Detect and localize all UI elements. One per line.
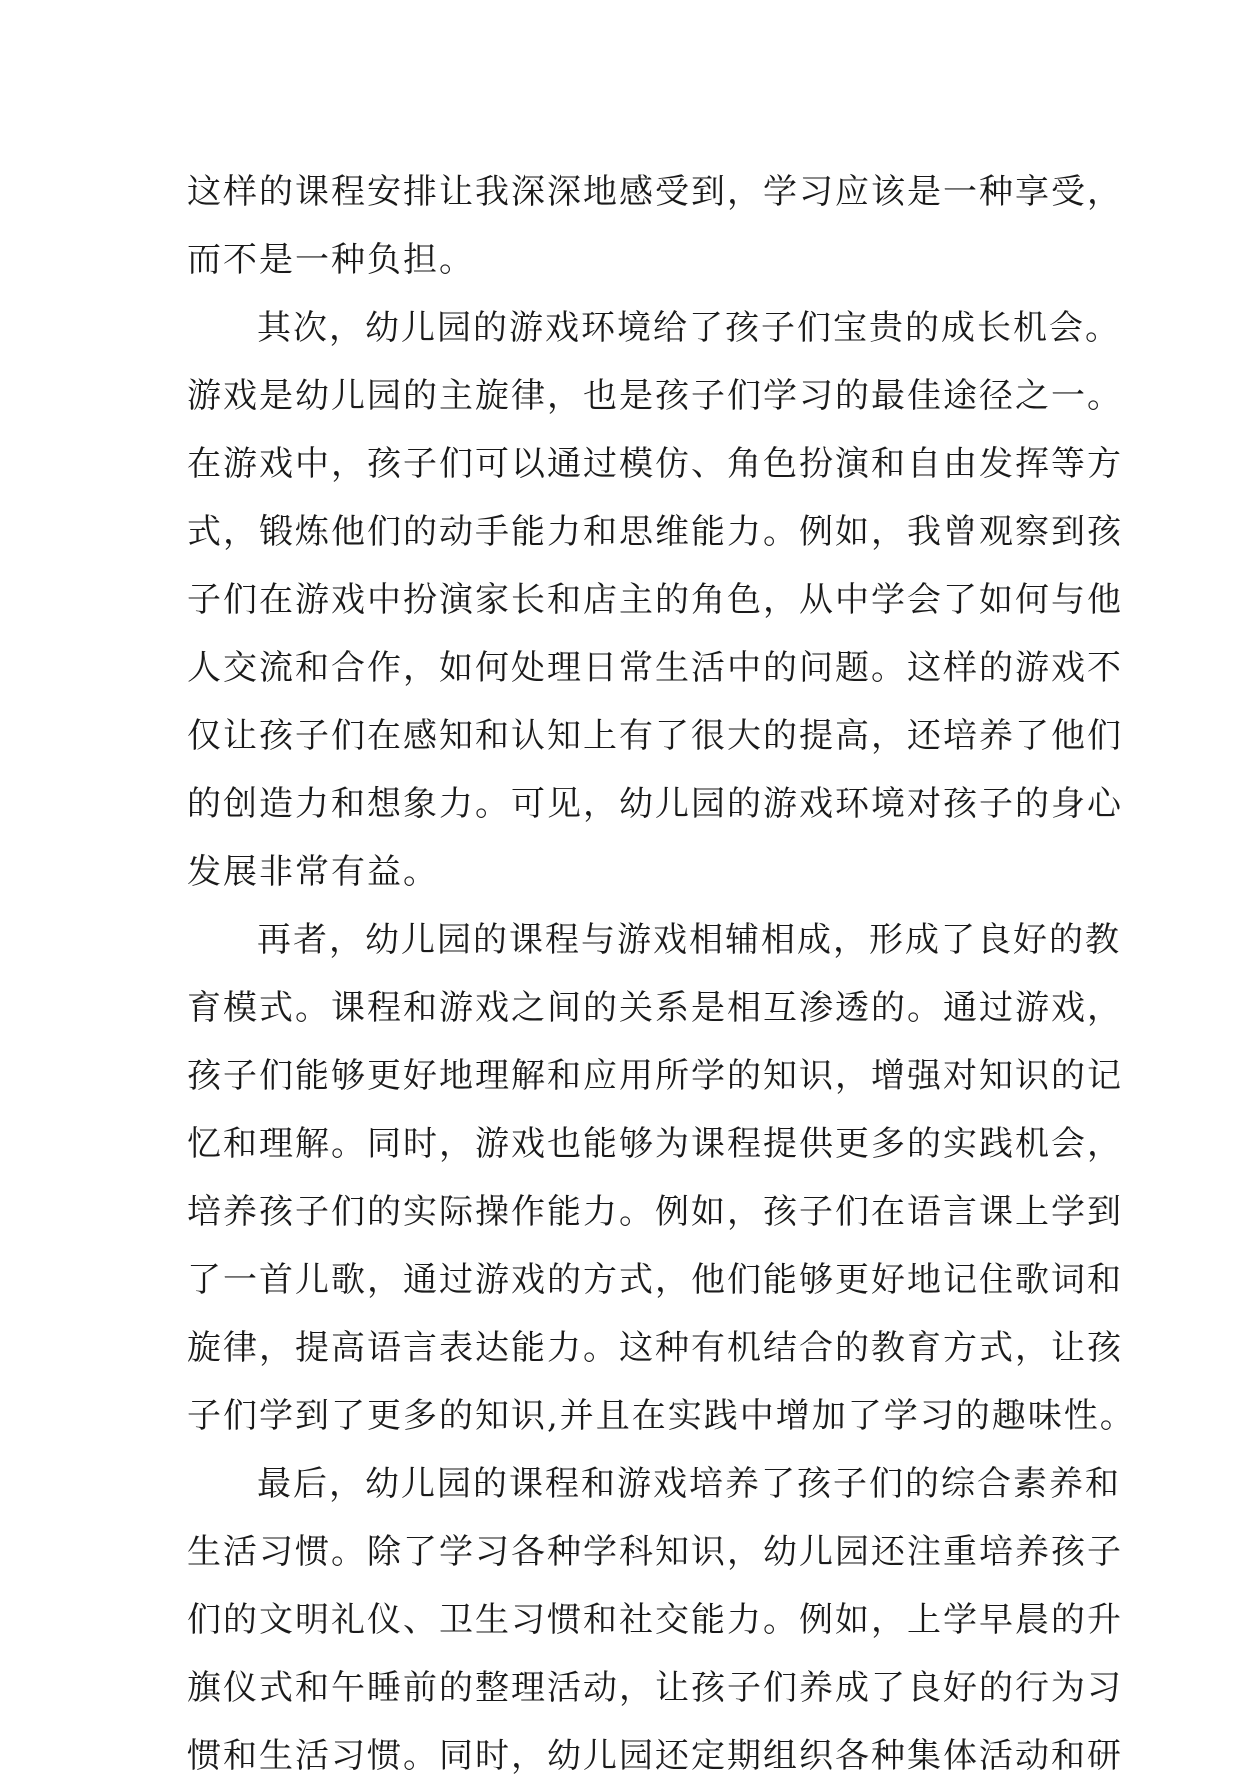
- text-line: 子们学到了更多的知识,并且在实践中增加了学习的趣味性。: [187, 1396, 1136, 1436]
- text-line: 生活习惯。除了学习各种学科知识，幼儿园还注重培养孩子: [187, 1532, 1123, 1572]
- text-line: 育模式。课程和游戏之间的关系是相互渗透的。通过游戏，: [187, 988, 1123, 1028]
- text-line: 忆和理解。同时，游戏也能够为课程提供更多的实践机会，: [187, 1124, 1123, 1164]
- text-line: 仅让孩子们在感知和认知上有了很大的提高，还培养了他们: [187, 716, 1123, 756]
- paragraph-first-line: 再者，幼儿园的课程与游戏相辅相成，形成了良好的教: [257, 920, 1121, 960]
- text-line: 旋律，提高语言表达能力。这种有机结合的教育方式，让孩: [187, 1328, 1123, 1368]
- text-line: 孩子们能够更好地理解和应用所学的知识，增强对知识的记: [187, 1056, 1123, 1096]
- text-line: 们的文明礼仪、卫生习惯和社交能力。例如，上学早晨的升: [187, 1600, 1123, 1640]
- text-line: 旗仪式和午睡前的整理活动，让孩子们养成了良好的行为习: [187, 1668, 1123, 1708]
- body-text: [187, 158, 1136, 1790]
- text-line: 了一首儿歌，通过游戏的方式，他们能够更好地记住歌词和: [187, 1260, 1123, 1300]
- text-line: 在游戏中，孩子们可以通过模仿、角色扮演和自由发挥等方: [187, 444, 1123, 484]
- text-line: 的创造力和想象力。可见，幼儿园的游戏环境对孩子的身心: [187, 784, 1123, 824]
- text-line: 游戏是幼儿园的主旋律，也是孩子们学习的最佳途径之一。: [187, 376, 1123, 416]
- text-line: 子们在游戏中扮演家长和店主的角色，从中学会了如何与他: [187, 580, 1123, 620]
- paragraph-first-line: 最后，幼儿园的课程和游戏培养了孩子们的综合素养和: [257, 1464, 1121, 1504]
- paragraph-first-line: 其次，幼儿园的游戏环境给了孩子们宝贵的成长机会。: [257, 308, 1121, 348]
- text-line: 式，锻炼他们的动手能力和思维能力。例如，我曾观察到孩: [187, 512, 1123, 552]
- text-line: 发展非常有益。: [187, 852, 439, 892]
- text-line: 惯和生活习惯。同时，幼儿园还定期组织各种集体活动和研: [187, 1736, 1123, 1776]
- text-line: 培养孩子们的实际操作能力。例如，孩子们在语言课上学到: [187, 1192, 1123, 1232]
- text-line: 这样的课程安排让我深深地感受到，学习应该是一种享受，: [187, 172, 1123, 212]
- text-line: 人交流和合作，如何处理日常生活中的问题。这样的游戏不: [187, 648, 1123, 688]
- text-line: 而不是一种负担。: [187, 240, 475, 280]
